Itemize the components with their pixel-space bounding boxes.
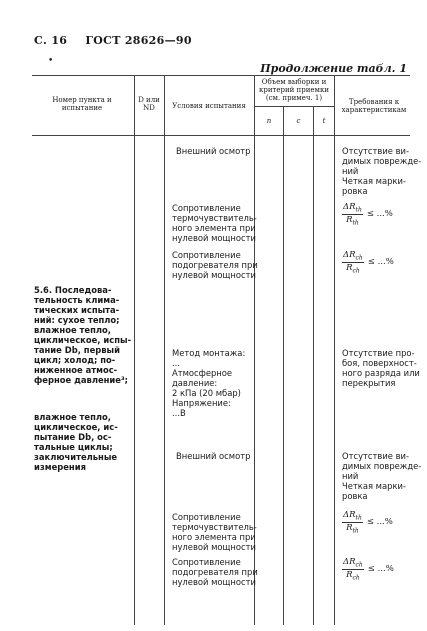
s5-requirements: Отсутствие ви- димых поврежде- ний Четкая марки- ровка bbox=[342, 451, 422, 501]
s1-conditions: Внешний осмотр bbox=[176, 146, 251, 156]
col-divider-6 bbox=[334, 75, 335, 625]
th-requirements: Требования к характеристикам bbox=[341, 98, 407, 114]
dot-mark: • bbox=[48, 56, 54, 66]
s5-conditions: Внешний осмотр bbox=[176, 451, 251, 461]
th-sample: Объем выборки и критерий приемки (см. примеч. 1) bbox=[258, 78, 329, 102]
s7-conditions: Сопротивление подогревателя при нулевой мощности bbox=[172, 557, 258, 587]
s4-conditions: Метод монтажа: ... Атмосферное давление: 2 кПа (20 мбар) Напряжение: ...В bbox=[172, 348, 246, 418]
col-divider-1 bbox=[134, 75, 135, 625]
s6-conditions: Сопротивление термочувствитель- ного элемента при нулевой мощности bbox=[172, 512, 257, 552]
s4-item: 5.6. Последова- тельность клима- тических испыта- ний: сухое тепло; влажное тепло, циклическое, испы- тание Db, первый цикл; холод; по- ниженное атмос- ферное давление³; bbox=[34, 285, 132, 385]
formula-ch-2: $\Delta R_{ch}$ $R_{ch}$ ≤ ...% bbox=[343, 557, 394, 582]
s4-requirements: Отсутствие про- боя, поверхност- ного разряда или перекрытия bbox=[342, 348, 420, 388]
th-conditions: Условия испытания bbox=[172, 102, 246, 110]
formula-th-1: $\Delta R_{th}$ $R_{th}$ ≤ ...% bbox=[343, 202, 393, 227]
col-divider-5 bbox=[313, 106, 314, 625]
continuation-label: Продолжение табл. 1 bbox=[260, 62, 407, 75]
th-t: t bbox=[322, 117, 326, 125]
s2-conditions: Сопротивление термочувствитель- ного элемента при нулевой мощности bbox=[172, 203, 257, 243]
s5-item: влажное тепло, циклическое, ис- пытание Db, ос- тальные циклы; заключительные измерения bbox=[34, 412, 118, 472]
col-divider-4 bbox=[283, 106, 284, 625]
s3-conditions: Сопротивление подогревателя при нулевой мощности bbox=[172, 250, 258, 280]
standard-code: ГОСТ 28626—90 bbox=[85, 34, 192, 47]
nct-divider bbox=[254, 106, 334, 107]
formula-th-2: $\Delta R_{th}$ $R_{th}$ ≤ ...% bbox=[343, 510, 393, 535]
th-c: c bbox=[296, 117, 301, 125]
th-d-nd: D или ND bbox=[138, 96, 160, 112]
table-top-rule bbox=[32, 75, 410, 76]
th-item: Номер пункта и испытание bbox=[52, 96, 112, 112]
page-number: С. 16 bbox=[34, 34, 68, 47]
s1-requirements: Отсутствие ви- димых поврежде- ний Четкая марки- ровка bbox=[342, 146, 422, 196]
page-header bbox=[34, 34, 206, 47]
formula-ch-1: $\Delta R_{ch}$ $R_{ch}$ ≤ ...% bbox=[343, 250, 394, 275]
col-divider-2 bbox=[164, 75, 165, 625]
th-n: n bbox=[266, 117, 272, 125]
header-bottom-rule bbox=[32, 135, 410, 136]
